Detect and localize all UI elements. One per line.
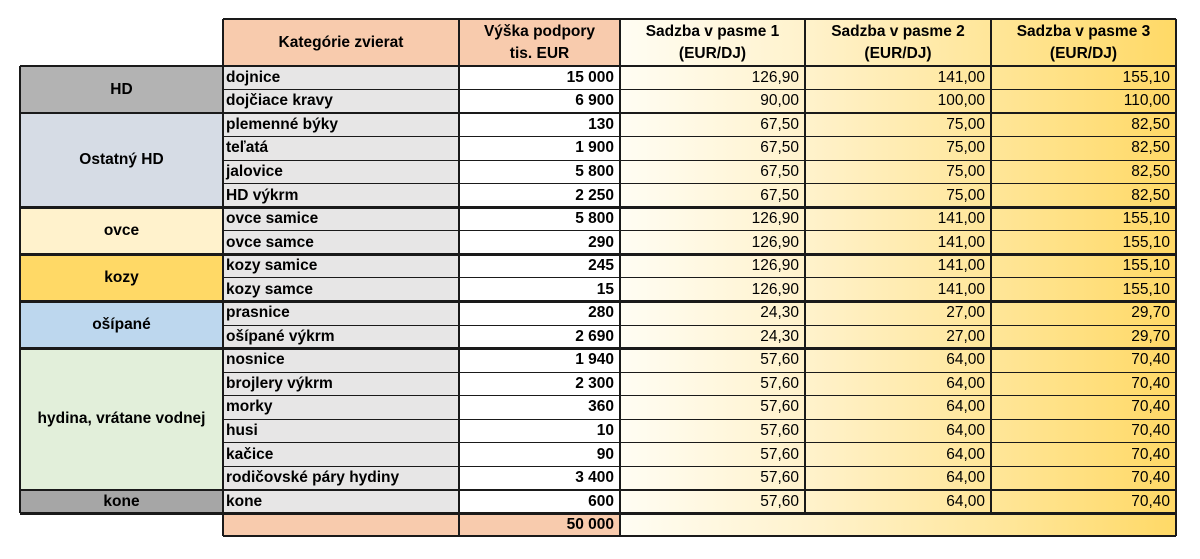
header-band2-line1: Sadzba v pasme 2 [831, 22, 965, 40]
group-label: hydina, vrátane vodnej [37, 410, 206, 428]
row-name-value: ovce samice [226, 210, 319, 228]
row-band1 [620, 466, 805, 490]
row-name [223, 419, 459, 443]
header-top-border [223, 18, 1176, 20]
row-band3-value: 70,40 [1131, 398, 1170, 416]
row-band1 [620, 90, 805, 114]
row-band1-value: 126,90 [751, 68, 799, 86]
row-band2-value: 64,00 [946, 398, 985, 416]
row-name-value: dojnice [226, 68, 281, 86]
row-band2 [805, 396, 991, 420]
row-band1 [620, 66, 805, 90]
row-band3-value: 29,70 [1131, 327, 1170, 345]
row-band1 [620, 372, 805, 396]
row-band3-value: 70,40 [1131, 422, 1170, 440]
table-right-border [1175, 19, 1177, 536]
row-band2-value: 27,00 [946, 327, 985, 345]
row-band2-value: 64,00 [946, 492, 985, 510]
row-band1-value: 24,30 [760, 327, 799, 345]
row-band1-value: 57,60 [760, 398, 799, 416]
row-support-value: 130 [588, 115, 614, 133]
group-divider [20, 512, 1176, 515]
row-name-value: ovce samce [226, 233, 314, 251]
band2-left-border [804, 19, 806, 513]
row-band2 [805, 372, 991, 396]
row-band2-value: 27,00 [946, 304, 985, 322]
group-cell [20, 490, 223, 514]
row-band2 [805, 137, 991, 161]
row-support-value: 5 800 [575, 162, 614, 180]
row-divider [223, 419, 1176, 420]
group-label: kozy [104, 268, 139, 286]
group-label: Ostatný HD [79, 151, 164, 169]
row-band3-value: 70,40 [1131, 445, 1170, 463]
row-support [459, 254, 620, 278]
row-name [223, 372, 459, 396]
row-band1-value: 57,60 [760, 445, 799, 463]
row-band3-value: 155,10 [1122, 257, 1170, 275]
row-name-value: kozy samce [226, 280, 314, 298]
header-band3-line2: (EUR/DJ) [1049, 44, 1118, 62]
row-support [459, 184, 620, 208]
row-band2-value: 64,00 [946, 469, 985, 487]
row-support-value: 6 900 [575, 92, 614, 110]
row-band3 [991, 278, 1176, 302]
row-band1 [620, 207, 805, 231]
row-name-value: kone [226, 492, 263, 510]
row-support-value: 600 [588, 492, 614, 510]
row-band3 [991, 66, 1176, 90]
row-band2-value: 64,00 [946, 422, 985, 440]
group-label: kone [103, 492, 140, 510]
row-divider [223, 442, 1176, 443]
row-name-value: morky [226, 398, 273, 416]
header-band1 [620, 19, 805, 66]
row-support [459, 443, 620, 467]
total-support [459, 513, 620, 536]
row-support-value: 2 250 [575, 186, 614, 204]
row-band3-value: 155,10 [1122, 280, 1170, 298]
row-name [223, 207, 459, 231]
header-band3 [991, 19, 1176, 66]
row-name [223, 90, 459, 114]
total-support-value: 50 000 [566, 515, 614, 533]
row-band1 [620, 325, 805, 349]
row-band1-value: 24,30 [760, 304, 799, 322]
row-support-value: 3 400 [575, 469, 614, 487]
table-bottom-border [223, 535, 1176, 537]
row-band3-value: 110,00 [1123, 92, 1170, 110]
row-band2-value: 64,00 [946, 351, 985, 369]
row-band2-value: 75,00 [946, 115, 985, 133]
row-band3-value: 29,70 [1131, 304, 1170, 322]
group-label: ovce [103, 221, 140, 239]
row-band1 [620, 349, 805, 373]
row-band3-value: 70,40 [1131, 492, 1170, 510]
row-band3-value: 70,40 [1131, 351, 1170, 369]
row-support [459, 90, 620, 114]
row-band1-value: 126,90 [751, 257, 799, 275]
row-band1 [620, 231, 805, 255]
row-support [459, 231, 620, 255]
group-divider [20, 300, 1176, 303]
row-band1-value: 57,60 [760, 351, 799, 369]
row-band3 [991, 349, 1176, 373]
row-name-value: brojlery výkrm [226, 374, 333, 392]
header-support [459, 19, 620, 66]
row-band1 [620, 443, 805, 467]
row-support-value: 15 000 [566, 68, 614, 86]
group-divider [20, 347, 1176, 350]
row-name-value: dojčiace kravy [226, 92, 333, 110]
row-divider [223, 372, 1176, 373]
row-divider [223, 230, 1176, 231]
row-band1 [620, 137, 805, 161]
total-row-name [223, 513, 459, 536]
row-band1-value: 57,60 [760, 469, 799, 487]
name-left-border [222, 19, 225, 536]
row-support [459, 160, 620, 184]
row-band2-value: 141,00 [937, 210, 985, 228]
row-band3 [991, 231, 1176, 255]
row-band1-value: 57,60 [760, 374, 799, 392]
group-left-border [19, 66, 22, 513]
row-support-value: 5 800 [575, 210, 614, 228]
group-divider [20, 253, 1176, 256]
row-band3 [991, 184, 1176, 208]
row-band2 [805, 254, 991, 278]
row-band3-value: 155,10 [1122, 68, 1170, 86]
row-name-value: ošípané výkrm [226, 327, 335, 345]
row-name-value: nosnice [226, 351, 285, 369]
row-band2-value: 141,00 [937, 233, 985, 251]
row-support-value: 90 [596, 445, 614, 463]
header-band1-line1: Sadzba v pasme 1 [645, 22, 780, 40]
row-band2 [805, 349, 991, 373]
row-divider [223, 89, 1176, 90]
group-cell [20, 349, 223, 490]
row-band3-value: 82,50 [1131, 162, 1170, 180]
row-band2 [805, 160, 991, 184]
group-label: ošípané [92, 316, 151, 334]
row-band3 [991, 302, 1176, 326]
row-name [223, 349, 459, 373]
row-support-value: 280 [588, 304, 614, 322]
group-cell [20, 254, 223, 301]
row-band2 [805, 490, 991, 514]
row-name-value: kačice [226, 445, 274, 463]
group-divider [20, 206, 1176, 209]
row-band1-value: 126,90 [751, 233, 799, 251]
row-name-value: rodičovské páry hydiny [226, 469, 400, 487]
row-name [223, 254, 459, 278]
group-divider [20, 112, 1176, 115]
row-band1-value: 67,50 [760, 139, 799, 157]
row-support [459, 419, 620, 443]
row-name [223, 443, 459, 467]
row-band2 [805, 184, 991, 208]
row-band3-value: 155,10 [1122, 233, 1170, 251]
row-band2-value: 75,00 [946, 186, 985, 204]
row-divider [223, 160, 1176, 161]
row-name-value: kozy samice [226, 257, 318, 275]
row-support [459, 466, 620, 490]
row-band2 [805, 443, 991, 467]
row-band1-value: 57,60 [760, 422, 799, 440]
row-support [459, 207, 620, 231]
row-band2 [805, 90, 991, 114]
row-band1 [620, 254, 805, 278]
row-name-value: teľatá [226, 139, 269, 157]
row-band3 [991, 490, 1176, 514]
row-divider [223, 325, 1176, 326]
row-band3-value: 82,50 [1131, 186, 1170, 204]
row-divider [223, 277, 1176, 278]
row-band1 [620, 278, 805, 302]
row-support-value: 1 900 [575, 139, 614, 157]
row-divider [223, 183, 1176, 184]
row-band2 [805, 302, 991, 326]
row-name-value: prasnice [226, 304, 290, 322]
row-band1 [620, 490, 805, 514]
row-support-value: 2 690 [575, 327, 614, 345]
row-band3-value: 70,40 [1131, 469, 1170, 487]
row-support-value: 15 [596, 280, 614, 298]
row-divider [223, 136, 1176, 137]
row-support [459, 490, 620, 514]
row-name [223, 396, 459, 420]
row-band1 [620, 302, 805, 326]
row-support [459, 325, 620, 349]
row-band2 [805, 231, 991, 255]
row-name [223, 66, 459, 90]
row-band2 [805, 66, 991, 90]
row-support [459, 137, 620, 161]
row-band1-value: 90,00 [760, 92, 799, 110]
row-name [223, 302, 459, 326]
header-support-line2: tis. EUR [509, 44, 570, 62]
row-band3-value: 82,50 [1131, 139, 1170, 157]
row-band2 [805, 207, 991, 231]
band3-left-border [990, 19, 992, 513]
row-band3-value: 70,40 [1131, 374, 1170, 392]
row-band3 [991, 160, 1176, 184]
row-band2-value: 141,00 [937, 257, 985, 275]
row-name [223, 184, 459, 208]
row-band3 [991, 137, 1176, 161]
total-bands [620, 513, 1176, 536]
row-divider [223, 466, 1176, 467]
row-name [223, 231, 459, 255]
row-band2-value: 75,00 [946, 162, 985, 180]
row-divider [223, 395, 1176, 396]
row-support [459, 396, 620, 420]
row-band1 [620, 396, 805, 420]
row-band3 [991, 254, 1176, 278]
row-band2 [805, 325, 991, 349]
row-band1-value: 126,90 [751, 280, 799, 298]
row-support [459, 278, 620, 302]
row-band2-value: 64,00 [946, 374, 985, 392]
row-name-value: jalovice [226, 162, 283, 180]
row-band1-value: 126,90 [751, 210, 799, 228]
row-band1 [620, 113, 805, 137]
row-band3 [991, 113, 1176, 137]
row-band3 [991, 419, 1176, 443]
row-support-value: 2 300 [575, 374, 614, 392]
row-support-value: 360 [588, 398, 614, 416]
group-cell [20, 207, 223, 254]
header-support-line1: Výška podpory [483, 22, 596, 40]
support-left-border [458, 19, 460, 536]
row-name [223, 113, 459, 137]
row-name [223, 466, 459, 490]
row-name [223, 490, 459, 514]
row-support [459, 349, 620, 373]
row-name-value: HD výkrm [226, 186, 299, 204]
row-support [459, 113, 620, 137]
row-support-value: 1 940 [575, 351, 614, 369]
row-band3-value: 82,50 [1131, 115, 1170, 133]
group-cell [20, 66, 223, 113]
group-label: HD [110, 80, 133, 98]
row-band3 [991, 90, 1176, 114]
group-cell [20, 113, 223, 207]
row-band3 [991, 443, 1176, 467]
row-band1 [620, 160, 805, 184]
row-support-value: 10 [596, 422, 614, 440]
header-bottom-border [20, 65, 1176, 68]
row-band2 [805, 466, 991, 490]
row-band2-value: 75,00 [946, 139, 985, 157]
row-band1-value: 67,50 [760, 115, 799, 133]
row-band1-value: 67,50 [760, 186, 799, 204]
row-band2-value: 100,00 [937, 92, 985, 110]
header-band3-line1: Sadzba v pasme 3 [1016, 22, 1151, 40]
row-band2 [805, 113, 991, 137]
band1-left-border [619, 19, 621, 536]
row-support-value: 290 [588, 233, 614, 251]
row-band3 [991, 466, 1176, 490]
row-band1-value: 57,60 [760, 492, 799, 510]
header-band1-line2: (EUR/DJ) [678, 44, 747, 62]
header-category [223, 19, 459, 66]
header-band2 [805, 19, 991, 66]
row-name [223, 137, 459, 161]
row-name [223, 160, 459, 184]
row-name [223, 278, 459, 302]
row-band3-value: 155,10 [1122, 210, 1170, 228]
group-divider [20, 489, 1176, 492]
row-band2-value: 64,00 [946, 445, 985, 463]
row-band2 [805, 278, 991, 302]
row-band1-value: 67,50 [760, 162, 799, 180]
row-band3 [991, 325, 1176, 349]
row-name-value: plemenné býky [226, 115, 338, 133]
group-cell [20, 302, 223, 349]
row-support-value: 245 [588, 257, 614, 275]
header-band2-line2: (EUR/DJ) [864, 44, 932, 62]
row-band2-value: 141,00 [937, 68, 985, 86]
row-name-value: husi [226, 422, 258, 440]
row-support [459, 302, 620, 326]
row-band1 [620, 184, 805, 208]
row-band3 [991, 396, 1176, 420]
row-band3 [991, 372, 1176, 396]
row-band1 [620, 419, 805, 443]
row-band2 [805, 419, 991, 443]
row-name [223, 325, 459, 349]
row-band2-value: 141,00 [937, 280, 985, 298]
row-support [459, 66, 620, 90]
row-band3 [991, 207, 1176, 231]
row-support [459, 372, 620, 396]
header-category-label: Kategórie zvierat [278, 33, 404, 51]
